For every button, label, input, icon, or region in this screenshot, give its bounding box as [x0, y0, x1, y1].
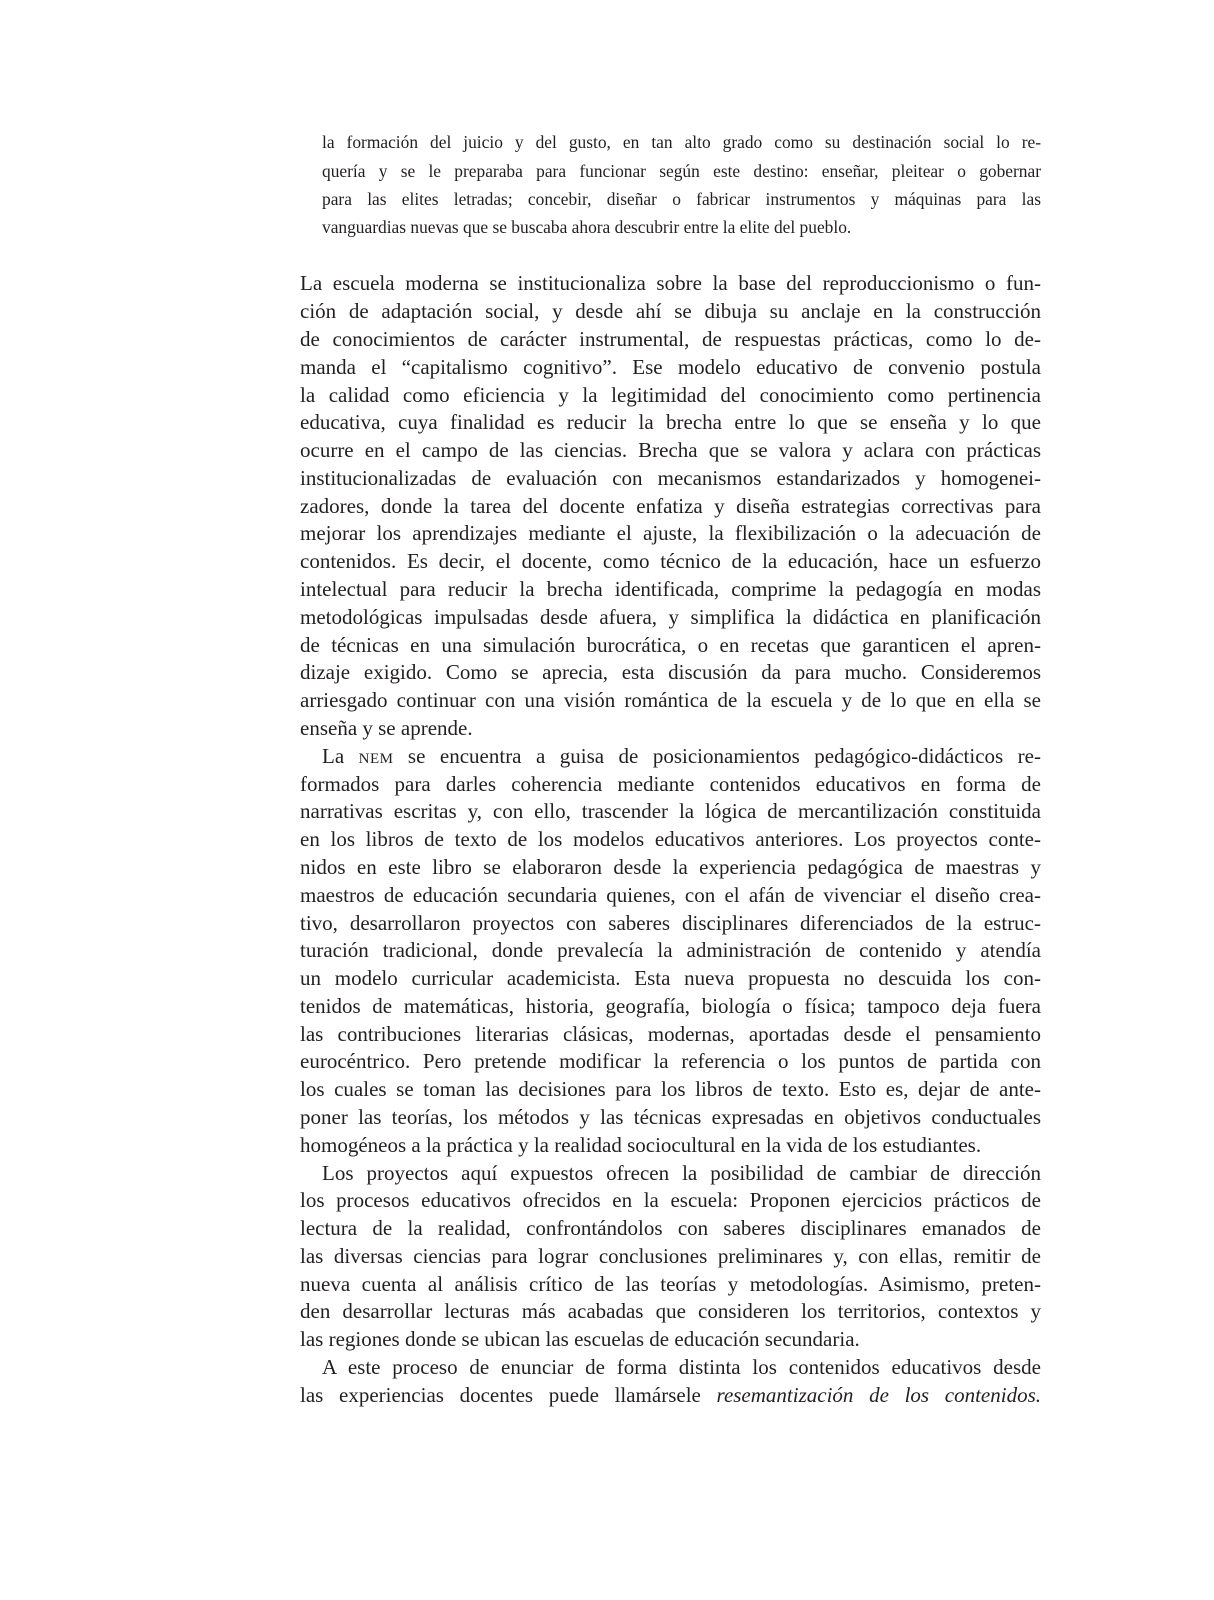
text-line: turación tradicional, donde prevalecía la administración de contenido y atendía: [300, 938, 1041, 962]
text-line: homogéneos a la práctica y la realidad sociocultural en la vida de los estudiantes.: [300, 1133, 982, 1157]
text-segment: se encuentra a guisa de posicionamientos pedagógico-didácticos re-: [393, 744, 1041, 768]
text-line: tenidos de matemáticas, historia, geografía, biología o física; tampoco deja fuera: [300, 994, 1041, 1018]
text-line: nidos en este libro se elaboraron desde la experiencia pedagógica de maestras y: [300, 855, 1041, 879]
text-line: narrativas escritas y, con ello, trascender la lógica de mercantilización constituida: [300, 799, 1041, 823]
italic-term: resemantización de los contenidos.: [716, 1383, 1041, 1407]
text-line: de conocimientos de carácter instrumental, de respuestas prácticas, como lo de-: [300, 327, 1041, 351]
text-line: maestros de educación secundaria quienes, con el afán de vivenciar el diseño crea-: [300, 883, 1041, 907]
text-line: [322, 743, 1041, 769]
text-line: metodológicas impulsadas desde afuera, y simplifica la didáctica en planificación: [300, 605, 1041, 629]
text-line: poner las teorías, los métodos y las técnicas expresadas en objetivos conductuales: [300, 1105, 1041, 1129]
text-line: manda el “capitalismo cognitivo”. Ese modelo educativo de convenio postula: [300, 355, 1041, 379]
text-line: ción de adaptación social, y desde ahí se dibuja su anclaje en la construcción: [300, 299, 1041, 323]
text-line: lectura de la realidad, confrontándolos con saberes disciplinares emanados de: [300, 1216, 1041, 1240]
text-line: educativa, cuya finalidad es reducir la brecha entre lo que se enseña y lo que: [300, 410, 1041, 434]
text-line: enseña y se aprende.: [300, 716, 473, 740]
text-line: contenidos. Es decir, el docente, como técnico de la educación, hace un esfuerzo: [300, 549, 1041, 573]
text-line: nueva cuenta al análisis crítico de las teorías y metodologías. Asimismo, preten-: [300, 1272, 1041, 1296]
text-line: La escuela moderna se institucionaliza sobre la base del reproduccionismo o fun-: [300, 271, 1041, 295]
text-line: zadores, donde la tarea del docente enfatiza y diseña estrategias correctivas para: [300, 494, 1041, 518]
text-line: eurocéntrico. Pero pretende modificar la referencia o los puntos de partida con: [300, 1049, 1041, 1073]
text-line: ocurre en el campo de las ciencias. Brecha que se valora y aclara con prácticas: [300, 438, 1041, 462]
text-line: los cuales se toman las decisiones para los libros de texto. Esto es, dejar de ante-: [300, 1077, 1041, 1101]
text-line: institucionalizadas de evaluación con mecanismos estandarizados y homogenei-: [300, 466, 1041, 490]
quote-line: la formación del juicio y del gusto, en tan alto grado como su destinación social lo re-: [322, 132, 1041, 152]
text-line: las regiones donde se ubican las escuelas de educación secundaria.: [300, 1327, 860, 1351]
text-line: formados para darles coherencia mediante contenidos educativos en forma de: [300, 772, 1041, 796]
text-line: la calidad como eficiencia y la legitimidad del conocimiento como pertinencia: [300, 383, 1041, 407]
acronym: nem: [358, 744, 394, 768]
text-line: den desarrollar lecturas más acabadas que consideren los territorios, contextos y: [300, 1299, 1041, 1323]
text-line: las contribuciones literarias clásicas, modernas, aportadas desde el pensamiento: [300, 1022, 1041, 1046]
text-line: A este proceso de enunciar de forma distinta los contenidos educativos desde: [322, 1355, 1041, 1379]
quote-line: quería y se le preparaba para funcionar según este destino: enseñar, pleitear o gobernar: [322, 161, 1041, 181]
text-line: un modelo curricular academicista. Esta nueva propuesta no descuida los con-: [300, 966, 1041, 990]
text-segment: las experiencias docentes puede llamársele: [300, 1383, 717, 1407]
text-line: los procesos educativos ofrecidos en la escuela: Proponen ejercicios prácticos de: [300, 1188, 1041, 1212]
text-line: las diversas ciencias para lograr conclusiones preliminares y, con ellas, remitir de: [300, 1244, 1041, 1268]
quote-line: vanguardias nuevas que se buscaba ahora descubrir entre la elite del pueblo.: [322, 217, 852, 237]
text-line: arriesgado continuar con una visión romántica de la escuela y de lo que en ella se: [300, 688, 1041, 712]
text-line: Los proyectos aquí expuestos ofrecen la posibilidad de cambiar de dirección: [322, 1161, 1041, 1185]
text-segment: La: [322, 744, 359, 768]
text-line: en los libros de texto de los modelos educativos anteriores. Los proyectos conte-: [300, 827, 1041, 851]
text-line: de técnicas en una simulación burocrática, o en recetas que garanticen el apren-: [300, 633, 1041, 657]
text-line: tivo, desarrollaron proyectos con saberes disciplinares diferenciados de la estruc-: [300, 911, 1041, 935]
text-line: mejorar los aprendizajes mediante el ajuste, la flexibilización o la adecuación de: [300, 521, 1041, 545]
text-line: intelectual para reducir la brecha identificada, comprime la pedagogía en modas: [300, 577, 1041, 601]
text-line: [300, 1382, 1041, 1408]
text-line: dizaje exigido. Como se aprecia, esta discusión da para mucho. Consideremos: [300, 660, 1041, 684]
quote-line: para las elites letradas; concebir, diseñar o fabricar instrumentos y máquinas para las: [322, 189, 1041, 209]
